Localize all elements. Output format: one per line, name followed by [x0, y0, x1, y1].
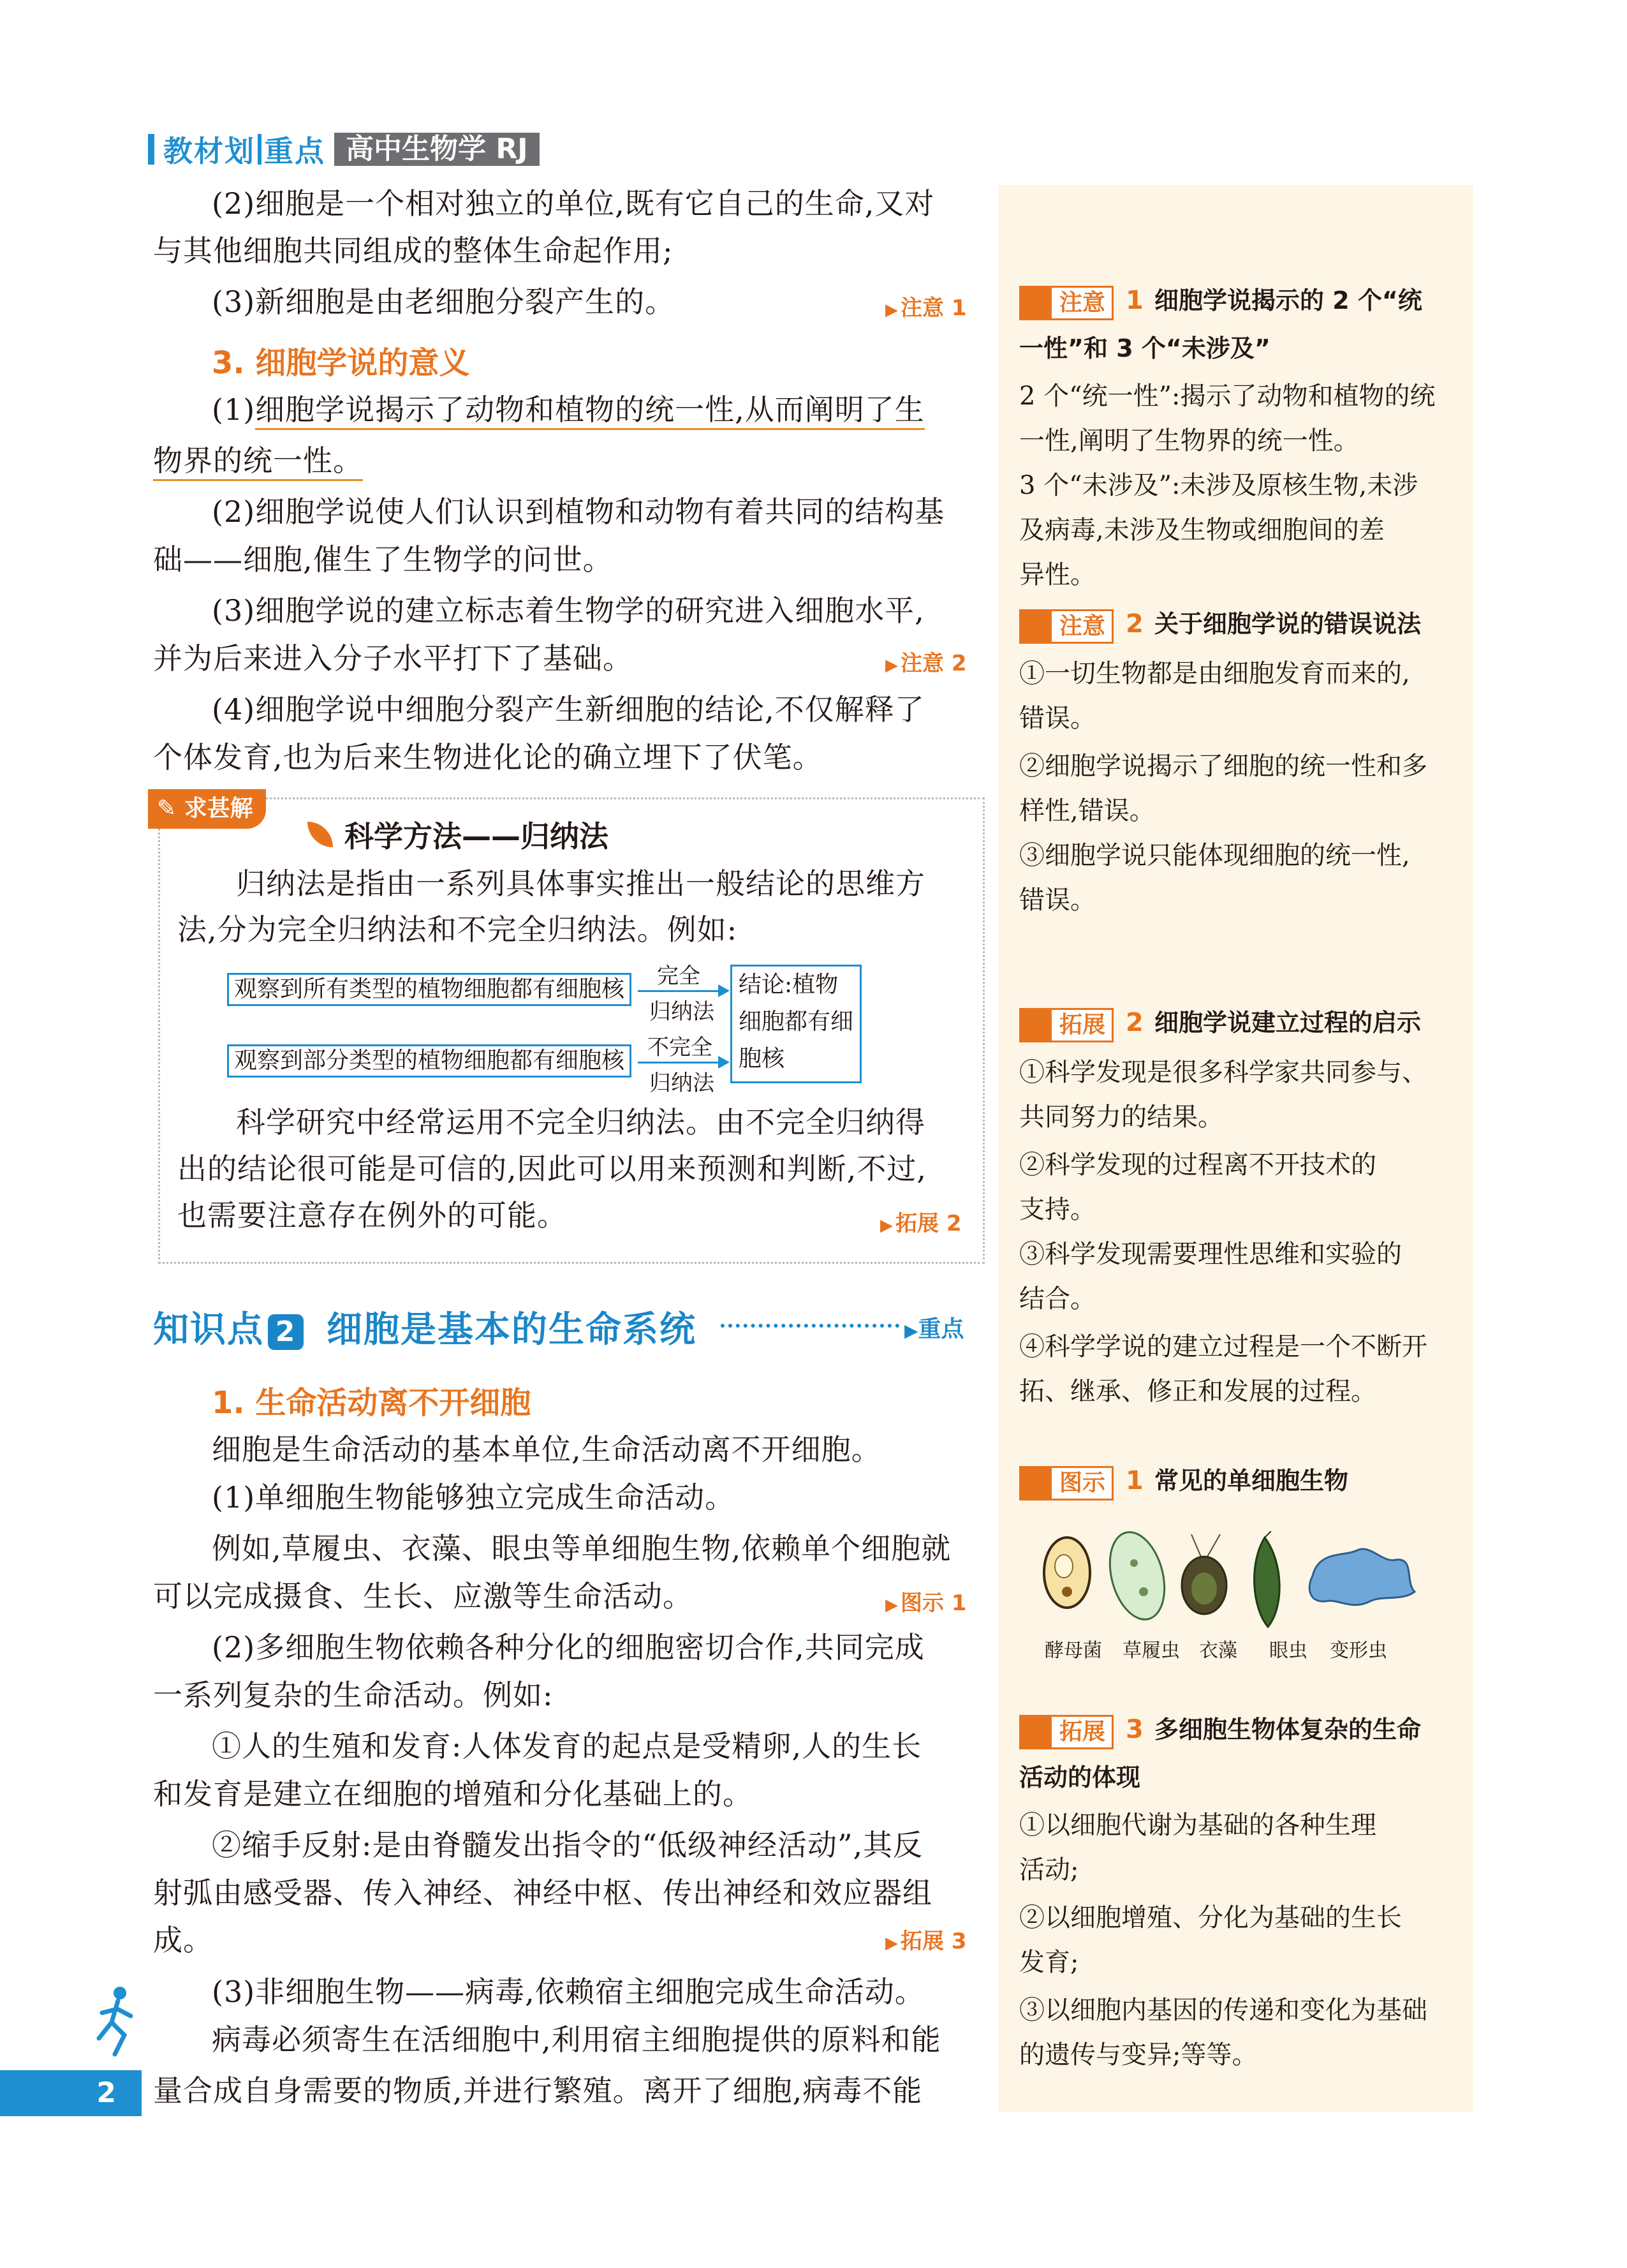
paragraph: 可以完成摄食、生长、应激等生命活动。 — [153, 1579, 693, 1613]
paragraph — [153, 386, 976, 433]
paragraph: 出的结论很可能是可信的,因此可以用来预测和判断,不过, — [177, 1152, 927, 1186]
organism-label: 眼虫 — [1269, 1640, 1307, 1662]
fig-number: 1 — [1126, 1466, 1144, 1495]
fig-1-ref[interactable]: ▶ 图示 1 — [885, 1585, 967, 1617]
paragraph: (2)细胞学说使人们认识到植物和动物有着共同的结构基 — [212, 494, 945, 529]
yeast-icon — [1044, 1538, 1090, 1608]
ext-line: ①科学发现是很多科学家共同参与、 — [1019, 1058, 1427, 1087]
fig-tag-label: 图示 — [1059, 1470, 1106, 1496]
ext-line: ③科学发现需要理性思维和实验的 — [1019, 1240, 1402, 1269]
ext-line: 活动; — [1019, 1855, 1079, 1885]
underlined-text: 物界的统一性。 — [153, 443, 363, 481]
conclusion-box — [730, 965, 862, 1083]
arrow-head — [718, 1056, 730, 1069]
note-title: 关于细胞学说的错误说法 — [1154, 610, 1422, 638]
paragraph: 法,分为完全归纳法和不完全归纳法。例如: — [177, 912, 738, 947]
note-tag — [1019, 286, 1114, 320]
conclusion-line: 结论:植物 — [739, 972, 839, 998]
arrow-label: 不完全 — [647, 1035, 712, 1060]
fig-tag — [1019, 1466, 1114, 1501]
ext-tag-label: 拓展 — [1059, 1012, 1106, 1038]
note-line: 错误。 — [1019, 886, 1096, 915]
ext-3-ref[interactable]: ▶ 拓展 3 — [885, 1923, 967, 1955]
paragraph: 量合成自身需要的物质,并进行繁殖。离开了细胞,病毒不能 — [153, 2073, 923, 2108]
picture-icon — [1021, 1468, 1052, 1499]
ext-line: ②以细胞增殖、分化为基础的生长 — [1019, 1903, 1402, 1932]
paragraph: (2)细胞是一个相对独立的单位,既有它自己的生命,又对 — [212, 186, 935, 221]
ext-line: ②科学发现的过程离不开技术的 — [1019, 1150, 1376, 1180]
note-line: ③细胞学说只能体现细胞的统一性, — [1019, 841, 1410, 870]
book-icon — [1021, 1010, 1052, 1041]
ext-line: 结合。 — [1019, 1284, 1096, 1314]
arrow-line — [638, 1062, 721, 1064]
paragraph: (4)细胞学说中细胞分裂产生新细胞的结论,不仅解释了 — [212, 692, 925, 727]
paragraph: (3)细胞学说的建立标志着生物学的研究进入细胞水平, — [212, 593, 925, 628]
paragraph: 一系列复杂的生命活动。例如: — [153, 1678, 554, 1712]
note-tag-label: 注意 — [1059, 290, 1106, 316]
amoeba-icon — [1309, 1549, 1415, 1605]
ext-tag-label: 拓展 — [1059, 1719, 1106, 1745]
paragraph: 归纳法是指由一系列具体事实推出一般结论的思维方 — [236, 866, 925, 901]
ext-number: 3 — [1126, 1715, 1144, 1744]
ext-line: 的遗传与变异;等等。 — [1019, 2040, 1258, 2070]
note-line: 样性,错误。 — [1019, 796, 1155, 826]
ext-2-ref[interactable]: ▶ 拓展 2 — [880, 1206, 962, 1237]
section-heading: 1. 生命活动离不开细胞 — [212, 1385, 531, 1421]
organism-label: 衣藻 — [1199, 1640, 1237, 1662]
paragraph: 也需要注意存在例外的可能。 — [177, 1198, 567, 1233]
observation-box-all: 观察到所有类型的植物细胞都有细胞核 — [227, 973, 631, 1006]
section-heading: 3. 细胞学说的意义 — [212, 345, 470, 381]
note-tag-label: 注意 — [1059, 613, 1106, 639]
note-line: 错误。 — [1019, 704, 1096, 733]
ext-line: ①以细胞代谢为基础的各种生理 — [1019, 1811, 1376, 1840]
underlined-text: 细胞学说揭示了动物和植物的统一性,从而阐明了生 — [255, 392, 925, 430]
arrow-line — [638, 990, 721, 992]
paragraph: 础——细胞,催生了生物学的问世。 — [153, 542, 613, 577]
note-2-ref[interactable]: ▶ 注意 2 — [885, 646, 967, 677]
ext-title: 多细胞生物体复杂的生命 — [1154, 1716, 1422, 1744]
arrow-label: 完全 — [657, 963, 700, 989]
runner-icon — [89, 1984, 140, 2061]
ext-line: 共同努力的结果。 — [1019, 1102, 1223, 1132]
ext-line: 发育; — [1019, 1948, 1079, 1977]
paragraph: 和发育是建立在细胞的增殖和分化基础上的。 — [153, 1777, 753, 1811]
ext-line: 支持。 — [1019, 1195, 1096, 1224]
note-tag — [1019, 609, 1114, 644]
ext-tag — [1019, 1715, 1114, 1749]
organism-label: 酵母菌 — [1045, 1640, 1102, 1662]
paragraph: (3)非细胞生物——病毒,依赖宿主细胞完成生命活动。 — [212, 1975, 925, 2009]
note-line: 一性,阐明了生物界的统一性。 — [1019, 426, 1359, 456]
key-point-tag: ▶重点 — [904, 1316, 964, 1342]
subject-label: 高中生物学 RJ — [334, 133, 540, 166]
note-title: 一性”和 3 个“未涉及” — [1019, 334, 1270, 362]
paragraph: 并为后来进入分子水平打下了基础。 — [153, 641, 633, 676]
paragraph: ②缩手反射:是由脊髓发出指令的“低级神经活动”,其反 — [212, 1828, 924, 1862]
paragraph: (1)单细胞生物能够独立完成生命活动。 — [212, 1480, 735, 1515]
brand-a: 教材划 — [163, 134, 255, 168]
note-line: ①一切生物都是由细胞发育而来的, — [1019, 659, 1410, 688]
paragraph: (2)多细胞生物依赖各种分化的细胞密切合作,共同完成 — [212, 1630, 925, 1664]
person-icon — [1021, 288, 1052, 318]
brand-b: 重点 — [264, 134, 325, 168]
observation-box-part: 观察到部分类型的植物细胞都有细胞核 — [227, 1044, 631, 1078]
key-point-label: 重点 — [918, 1316, 964, 1342]
arrow-label: 归纳法 — [649, 999, 714, 1025]
ext-number: 2 — [1126, 1008, 1144, 1037]
paramecium-icon — [1101, 1531, 1174, 1626]
deep-dive-label: 求甚解 — [184, 796, 253, 822]
paragraph: 与其他细胞共同组成的整体生命起作用; — [153, 233, 674, 268]
ext-line: ③以细胞内基因的传递和变化为基础 — [1019, 1996, 1427, 2025]
ext-title: 活动的体现 — [1019, 1763, 1141, 1791]
euglena-icon — [1255, 1531, 1280, 1627]
paragraph: (3)新细胞是由老细胞分裂产生的。 — [212, 285, 675, 319]
arrow-head — [718, 984, 730, 997]
ext-line: ④科学学说的建立过程是一个不断开 — [1019, 1332, 1427, 1361]
lightbulb-icon: ✎ — [157, 796, 184, 822]
paragraph: 细胞是生命活动的基本单位,生命活动离不开细胞。 — [212, 1432, 881, 1467]
note-line: ②细胞学说揭示了细胞的统一性和多 — [1019, 752, 1427, 781]
dotted-leader — [721, 1324, 899, 1328]
kp-label: 知识点 — [153, 1309, 264, 1351]
ext-title: 细胞学说建立过程的启示 — [1154, 1009, 1422, 1037]
brand-separator — [258, 134, 261, 165]
note-line: 2 个“统一性”:揭示了动物和植物的统 — [1019, 382, 1436, 411]
page-header — [148, 133, 540, 166]
chlamydomonas-icon — [1182, 1534, 1226, 1614]
paragraph: 个体发育,也为后来生物进化论的确立埋下了伏笔。 — [153, 740, 823, 775]
note-line: 及病毒,未涉及生物或细胞间的差 — [1019, 515, 1385, 545]
note-number: 1 — [1126, 286, 1144, 315]
knowledge-point-heading — [153, 1301, 696, 1353]
kp-title: 细胞是基本的生命系统 — [327, 1309, 696, 1351]
text: (1) — [212, 392, 256, 427]
book-icon — [1021, 1717, 1052, 1747]
paragraph — [153, 437, 976, 484]
method-title: 科学方法——归纳法 — [344, 819, 608, 854]
paragraph: 例如,草履虫、衣藻、眼虫等单细胞生物,依赖单个细胞就 — [212, 1531, 952, 1566]
deep-dive-tag — [148, 789, 266, 829]
arrow-label: 归纳法 — [649, 1071, 714, 1096]
note-title: 细胞学说揭示的 2 个“统 — [1154, 286, 1422, 315]
paragraph: ①人的生殖和发育:人体发育的起点是受精卵,人的生长 — [212, 1729, 922, 1763]
person-icon — [1021, 611, 1052, 642]
page-number: 2 — [0, 2070, 142, 2116]
note-line: 异性。 — [1019, 560, 1096, 589]
fig-title: 常见的单细胞生物 — [1154, 1467, 1349, 1495]
conclusion-line: 细胞都有细 — [739, 1009, 854, 1035]
ext-tag — [1019, 1008, 1114, 1042]
ext-line: 拓、继承、修正和发展的过程。 — [1019, 1377, 1376, 1406]
note-1-ref[interactable]: ▶ 注意 1 — [885, 290, 967, 322]
kp-number: 2 — [268, 1314, 304, 1350]
paragraph: 科学研究中经常运用不完全归纳法。由不完全归纳得 — [236, 1105, 925, 1139]
paragraph: 射弧由感受器、传入神经、神经中枢、传出神经和效应器组成。 — [153, 1876, 932, 1957]
organism-label: 草履虫 — [1123, 1640, 1180, 1662]
paragraph: 病毒必须寄生在活细胞中,利用宿主细胞提供的原料和能 — [212, 2022, 941, 2057]
note-line: 3 个“未涉及”:未涉及原核生物,未涉 — [1019, 471, 1418, 500]
header-bar — [148, 134, 154, 165]
note-number: 2 — [1126, 609, 1144, 639]
conclusion-line: 胞核 — [739, 1046, 785, 1072]
organisms-figure — [1038, 1531, 1453, 1633]
organism-label: 变形虫 — [1330, 1640, 1387, 1662]
